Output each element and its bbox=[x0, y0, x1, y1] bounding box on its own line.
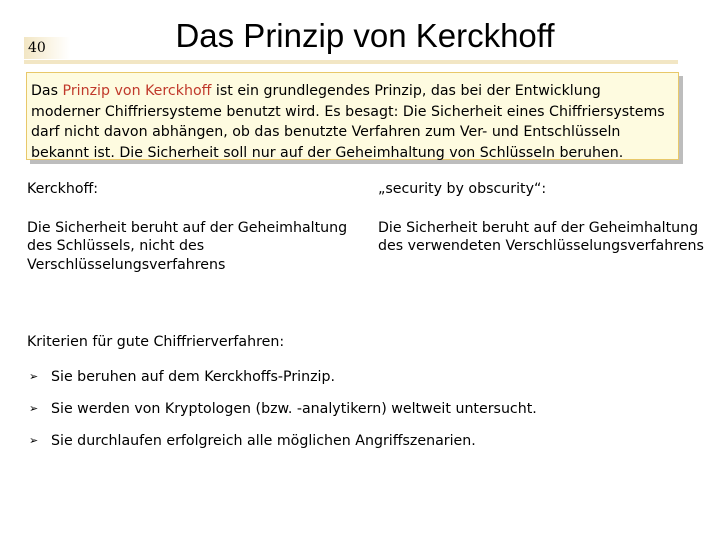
list-item bbox=[27, 368, 687, 386]
obscurity-text: Die Sicherheit beruht auf der Geheimhaltung des verwendeten Verschlüsselungsverfahrens bbox=[378, 219, 704, 254]
criteria-title: Kriterien für gute Chiffrierverfahren: bbox=[27, 334, 285, 350]
intro-highlight: Prinzip von Kerckhoff bbox=[62, 83, 212, 99]
title-rule bbox=[24, 60, 678, 64]
criteria-item-text: Sie werden von Kryptologen (bzw. -analytikern) weltweit untersucht. bbox=[51, 401, 537, 417]
arrowhead-bullet-icon: ➢ bbox=[29, 370, 39, 383]
intro-text-rest: ist ein grundlegendes Prinzip, das bei der Entwicklung moderner Chiffriersysteme benutzt wird. Es besagt: Die Sicherheit eines Chiffriersystems darf nicht davon abhängen, ob das benutzte Verfahren zum Ver- und Entschlüsseln bekannt ist. Die Sicherheit soll nur auf der Geheimhaltung von Schlüsseln beruhen. bbox=[31, 83, 665, 161]
criteria-section bbox=[27, 333, 687, 464]
page-title: Das Prinzip von Kerckhoff bbox=[175, 17, 555, 54]
comparison-left bbox=[27, 180, 357, 274]
list-item bbox=[27, 432, 687, 450]
criteria-item-text: Sie beruhen auf dem Kerckhoffs-Prinzip. bbox=[51, 369, 336, 385]
obscurity-heading: „security by obscurity“: bbox=[378, 181, 547, 197]
slide-number: 40 bbox=[24, 37, 70, 59]
comparison-right bbox=[378, 180, 708, 256]
arrowhead-bullet-icon: ➢ bbox=[29, 434, 39, 447]
arrowhead-bullet-icon: ➢ bbox=[29, 402, 39, 415]
kerckhoff-heading: Kerckhoff: bbox=[27, 181, 99, 197]
criteria-item-text: Sie durchlaufen erfolgreich alle möglichen Angriffszenarien. bbox=[51, 433, 476, 449]
list-item bbox=[27, 400, 687, 418]
intro-box bbox=[26, 72, 679, 160]
intro-text-start: Das bbox=[31, 83, 63, 99]
kerckhoff-text: Die Sicherheit beruht auf der Geheimhaltung des Schlüssels, nicht des Verschlüsselungsverfahrens bbox=[27, 219, 348, 273]
criteria-list bbox=[27, 368, 687, 450]
